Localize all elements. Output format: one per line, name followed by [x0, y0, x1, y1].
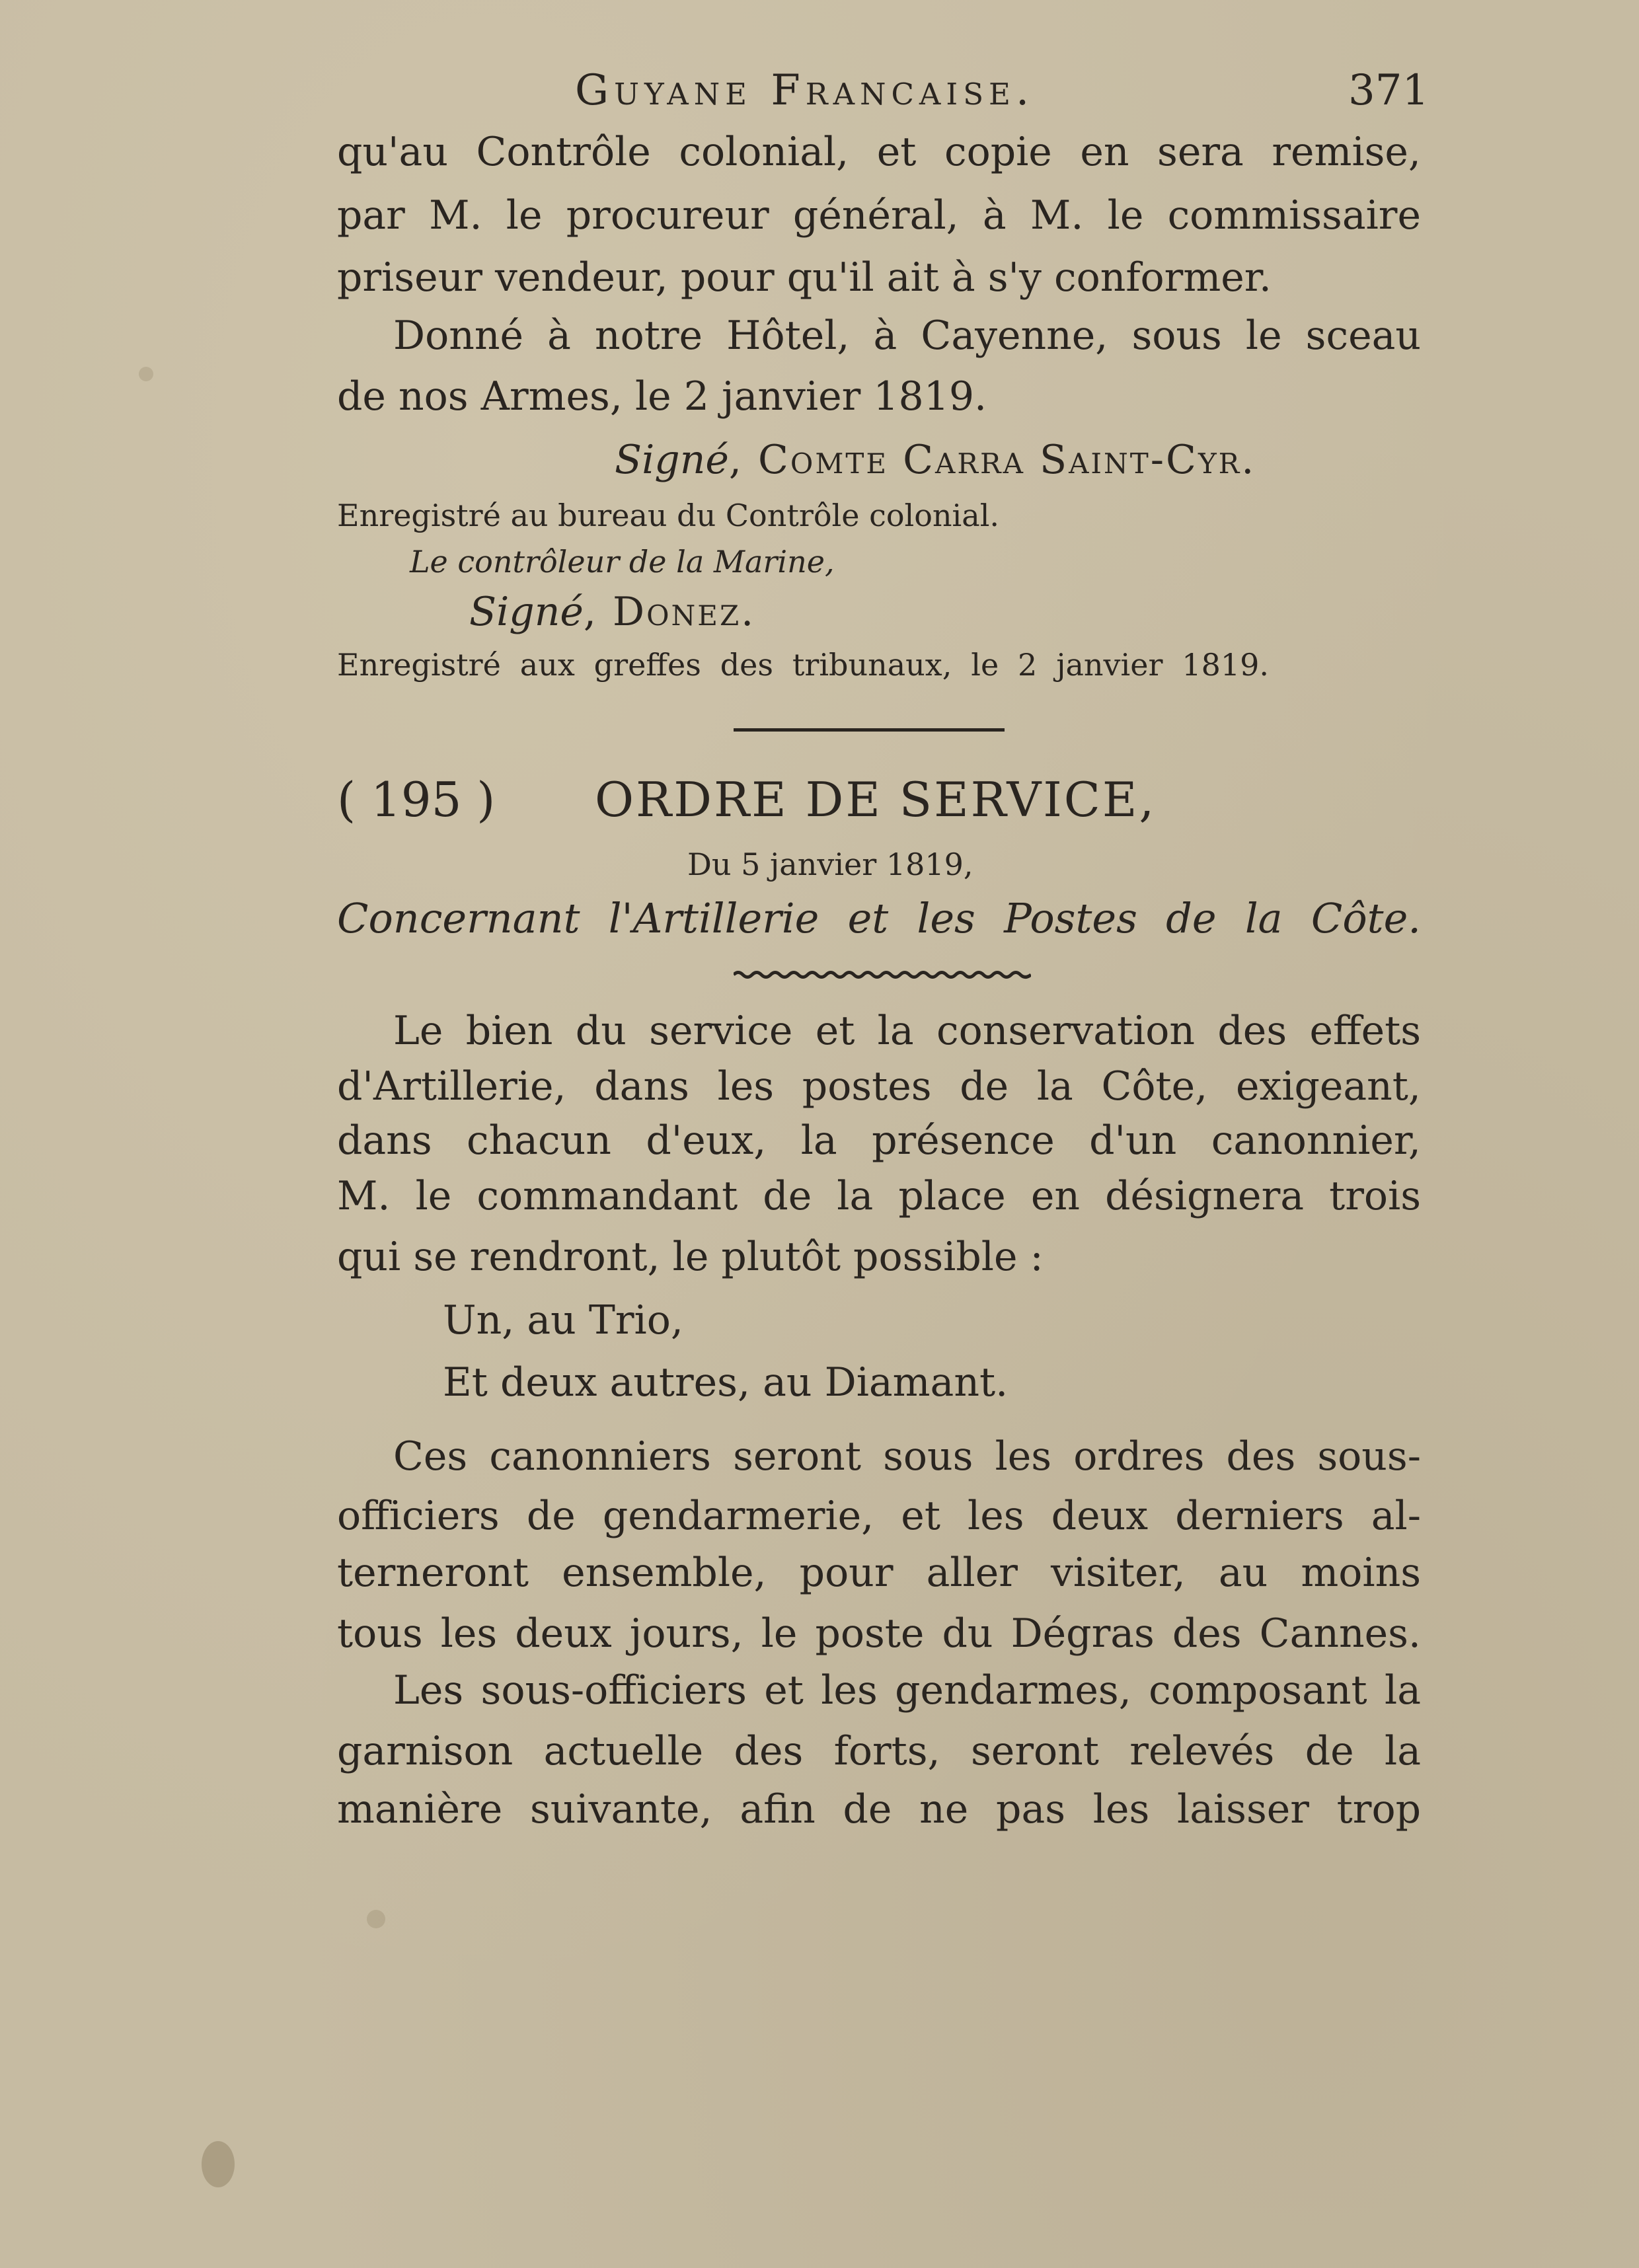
order-title: ORDRE DE SERVICE,: [595, 772, 1157, 827]
registration-control: Enregistré au bureau du Contrôle colonial.: [337, 498, 1000, 533]
text-line: qui se rendront, le plutôt possible :: [337, 1234, 1044, 1280]
text-line: Un, au Trio,: [443, 1297, 683, 1343]
text-line: tous les deux jours, le poste du Dégras des Cannes.: [337, 1610, 1421, 1657]
text-line: Les sous-officiers et les gendarmes, composant la: [393, 1667, 1421, 1714]
text-line: officiers de gendarmerie, et les deux derniers al-: [337, 1493, 1421, 1539]
text-line: manière suivante, afin de ne pas les laisser trop: [337, 1786, 1421, 1833]
text-line: Et deux autres, au Diamant.: [443, 1359, 1009, 1406]
text-line: terneront ensemble, pour aller visiter, au moins: [337, 1550, 1421, 1596]
running-title: Guyane Francaise.: [575, 66, 1035, 115]
registration-greffes: Enregistré aux greffes des tribunaux, le 2 janvier 1819.: [337, 647, 1269, 683]
text-line: qu'au Contrôle colonial, et copie en sera remise,: [337, 129, 1421, 175]
page-number: 371: [1348, 66, 1429, 115]
text-line: d'Artillerie, dans les postes de la Côte, exigeant,: [337, 1063, 1421, 1110]
text-line: Ces canonniers seront sous les ordres des sous-: [393, 1433, 1421, 1480]
wavy-divider: [734, 970, 1031, 979]
text-line: par M. le procureur général, à M. le commissaire: [337, 192, 1421, 239]
paper-stain: [139, 367, 153, 381]
controller-title: Le contrôleur de la Marine,: [410, 544, 835, 580]
signature-1: [615, 434, 1421, 486]
text-line: garnison actuelle des forts, seront relevés de la: [337, 1728, 1421, 1774]
text-line: Donné à notre Hôtel, à Cayenne, sous le sceau: [393, 313, 1421, 359]
signature-label: Signé: [615, 437, 729, 483]
text-line: Le bien du service et la conservation des effets: [393, 1008, 1421, 1054]
text-line: dans chacun d'eux, la présence d'un canonnier,: [337, 1117, 1421, 1164]
paper-stain: [202, 2141, 235, 2187]
signature-name: , Donez.: [583, 589, 756, 635]
text-line: de nos Armes, le 2 janvier 1819.: [337, 373, 987, 420]
section-divider: [734, 728, 1005, 732]
text-line: priseur vendeur, pour qu'il ait à s'y conformer.: [337, 254, 1272, 301]
signature-2: [469, 586, 1421, 638]
signature-label: Signé: [469, 589, 584, 635]
order-subject: Concernant l'Artillerie et les Postes de la Côte.: [337, 894, 1421, 942]
order-date: Du 5 janvier 1819,: [687, 847, 973, 882]
paper-stain: [367, 1910, 385, 1928]
text-line: M. le commandant de la place en désignera trois: [337, 1173, 1421, 1219]
order-number: ( 195 ): [337, 772, 496, 827]
signature-name: , Comte Carra Saint-Cyr.: [728, 437, 1256, 483]
